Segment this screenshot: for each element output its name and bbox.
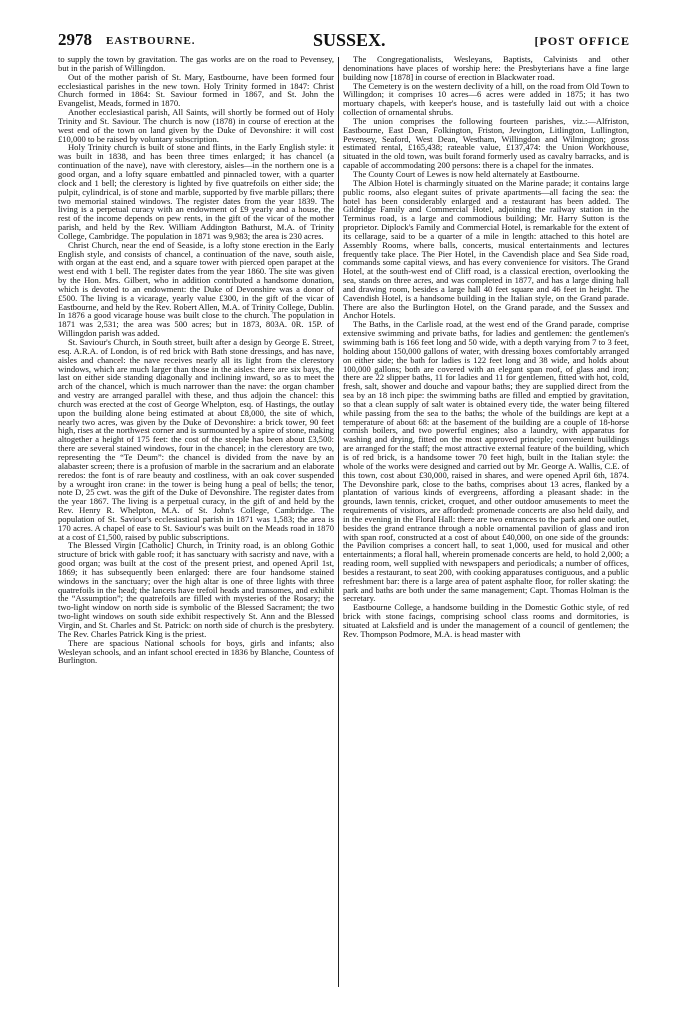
paragraph: The County Court of Lewes is now held alternately at Eastbourne. bbox=[353, 168, 580, 179]
column-divider bbox=[338, 57, 339, 987]
paragraph: Another ecclesiastical parish, All Saints, will shortly be formed out of Holy Trinity and St. Saviour. The church is now (1878) in course of erection at the west end of the town on land given by the Duke of Devonshire: it will cost £10,000 to be raised by voluntary subscription. bbox=[58, 107, 334, 144]
paragraph: The union comprises the following fourteen parishes, viz.:—Alfriston, Eastbourne, East Dean, Folkington, Friston, Jevington, Litlington, Lullington, Pevensey, Seaford, West Dean, Westham, Willingdon and Wilmington; gross estimated rental, £165,438; rateable value, £137,474: the Union Workhouse, situated in the old town, was built forand formerly used as cavalry barracks, and is capable of accommodating 200 persons: there is a chapel for the inmates. bbox=[343, 115, 629, 171]
paragraph: Out of the mother parish of St. Mary, Eastbourne, have been formed four ecclesiastical parishes in the new town. Holy Trinity formed in 1847: Christ Church formed in 1864: St. Saviour formed in 1867, and St. John the Evangelist, Meads, formed in 1870. bbox=[58, 71, 334, 109]
paragraph: to supply the town by gravitation. The gas works are on the road to Pevensey, but in the parish of Willingdon. bbox=[58, 54, 334, 73]
left-column bbox=[58, 55, 334, 665]
paragraph: The Congregationalists, Wesleyans, Baptists, Calvinists and other denominations have places of worship here: the Presbyterians have a fine large building now [1878] in course of erection in Blackwater road. bbox=[343, 54, 629, 82]
paragraph: There are spacious National schools for boys, girls and infants; also Wesleyan schools, and an infant school erected in 1836 by Blanche, Countess of Burlington. bbox=[58, 637, 334, 666]
page-number: 2978 bbox=[58, 30, 92, 49]
paragraph: Eastbourne College, a handsome building in the Domestic Gothic style, of red brick with stone facings, comprising school class rooms and dormitories, is situated at Laksfield and is under the management of a council of gentlemen; the Rev. Thompson Podmore, M.A. is head master with bbox=[343, 602, 629, 639]
paragraph: Christ Church, near the end of Seaside, is a lofty stone erection in the Early English style, and consists of chancel, a continuation of the nave, south aisle, with organ at the east end, and a square tower with pierced open parapet at the west end with 1 bell. The register dates from the year 1860. The site was given by the Hon. Mrs. Gilbert, who in addition contributed a handsome donation, which is devoted to an endowment: the Duke of Devonshire was a donor of £500. The living is a vicarage, yearly value £300, in the gift of the vicar of Eastbourne, and held by the Rev. Robert Allen, M.A. of Trinity College, Dublin. In 1876 a good vicarage house was built close to the church. The population in 1871 was 2,531; the area was 500 acres; but in 1873, 803A. 0R. 15P. of Willingdon parish was added. bbox=[58, 239, 334, 339]
paragraph: The Cemetery is on the western declivity of a hill, on the road from Old Town to Willingdon; it comprises 10 acres—6 acres were added in 1875; it has two mortuary chapels, with keeper's house, and is tastefully laid out with a choice collection of ornamental shrubs. bbox=[343, 80, 629, 118]
page-header bbox=[58, 30, 630, 50]
running-head-section: [POST OFFICE bbox=[534, 34, 630, 48]
paragraph: The Baths, in the Carlisle road, at the west end of the Grand parade, comprise extensive swimming and private baths, for ladies and gentlemen: the gentlemen's swimming bath is 166 feet long and 50 wide, with a depth varying from 7 to 3 feet, holding about 150,000 gallons of water, with dressing boxes comfortably arranged on either side; the bath for ladies is 122 feet long and 38 wide, and holds about 100,000 gallons; both are covered with an elegant span roof, of glass and iron; there are 22 slipper baths, 11 for ladies and 11 for gentlemen, fitted with hot, cold, fresh, salt, shower and douche and vapour baths; they are supplied direct from the sea by an 18 inch pipe: the swimming baths are filled and emptied by gravitation, so that a clean supply of salt water is obtained every tide, the water being filtered while passing from the sea to the baths; the whole of the buildings are kept at a temperature of about 68: at the basement of the building are a couple of 18-horse cornish boilers, and two powerful engines; also a laundry, with apparatus for washing and drying, fitted on the most approved principle; convenient buildings are arranged for the staff; the most attractive external feature of the building, which is of red brick, is a handsome tower 70 feet high, built in the Italian style: the whole of the works were designed and carried out by Mr. George A. Wallis, C.E. of this town, cost about £30,000, raised in shares, and were opened April 6th, 1874. The Devonshire park, close to the baths, comprises about 13 acres, flanked by a plantation of various kinds of evergreens, affording a pleasant shade: in the grounds, lawn tennis, cricket, croquet, and other outdoor amusements to meet the requirements of visitors, are afforded: promenade concerts are also held daily, and in the evening in the Floral Hall: there are two entrances to the park and one outlet, besides the grand entrance through a noble ornamental pavilion of glass and iron with span roof, constructed at a cost of about £40,000, on one side of the grounds: the Pavilion comprises a concert hall, to seat 1,000, used for musical and other entertainments; a floral hall, wherein promenade concerts are held, to hold 2,000; a reading room, well supplied with newspapers and periodicals; a number of offices, besides a restaurant, to seat 200, with cooking apparatuses contiguous, and a public refreshment bar: there is a large area of patent asphalte floor, for roller skating: the park and baths are both under the same management; Capt. Thomas Holman is the secretary. bbox=[343, 319, 629, 604]
right-column bbox=[343, 55, 629, 639]
paragraph: St. Saviour's Church, in South street, built after a design by George E. Street, esq. A.R.A. of London, is of red brick with Bath stone dressings, and has nave, aisles and chancel: the nave receives nearly all its light from the clerestory windows, which are much larger than those in the aisles: there are six bays, the last on either side standing diagonally and inclining inward, so as to meet the arch of the chancel, which is much narrower than the nave: the organ chamber and vestry are arranged parallel with these, and thus adjoin the chancel: this church was erected at the cost of George Whelpton, esq. of Hastings, the outlay upon the building alone being estimated at about £8,000, the site of which, nearly two acres, was given by the Duke of Devonshire: a brick tower, 90 feet high, rises at the northwest corner and is surmounted by a spire of stone, making altogether a height of 175 feet: the cost of the steeple has been about £3,500: there are several stained windows, four in the chancel; in the clerestory are two, representing the “Te Deum”: the chancel is divided from the nave by an alabaster screen; there is a profusion of marble in the sacrarium and an elaborate reredos: the font is of rare beauty and costliness, with an oak cover suspended by a wrought iron crane: in the tower is being hung a peal of bells; the tenor, note D, 25 cwt. was the gift of the Duke of Devonshire. The register dates from the year 1867. The living is a perpetual curacy, in the gift of and held by the Rev. Henry R. Whelpton, M.A. of St. John's College, Cambridge. The population of St. Saviour's ecclesiastical parish in 1871 was 1,583; the area is 170 acres. A chapel of ease to St. Saviour's was built on the Meads road in 1870 at a cost of £1,500, raised by public subscriptions. bbox=[58, 337, 334, 542]
paragraph: The Albion Hotel is charmingly situated on the Marine parade; it contains large public rooms, also elegant suites of private apartments—all facing the sea: the hotel has been considerably enlarged and a restaurant has been added. The Gildridge Family and Commercial Hotel, adjoining the railway station in the Terminus road, is a large and commodious building; Mr. Harry Sutton is the proprietor. Diplock's Family and Commercial Hotel, is remarkable for the extent of its cellarage, said to be a quarter of a mile in length: attached to this hotel are Assembly Rooms, where balls, concerts, musical entertainments and lectures frequently take place. The Pier Hotel, in the Cavendish place and Sea Side road, commands some capital views, and has every convenience for visitors. The Grand Hotel, at the south-west end of Cliff road, is a classical erection, overlooking the sea, stands on three acres, and was completed in 1877, and has a large dining hall and drawing room, besides a large hall 40 feet square and 46 feet in height. The Cavendish Hotel, is a handsome building in the Italian style, on the Grand parade. There are also the Burlington Hotel, on the Grand parade, and the Sussex and Anchor Hotels. bbox=[343, 177, 629, 321]
running-head-county: SUSSEX. bbox=[313, 30, 386, 50]
paragraph: Holy Trinity church is built of stone and flints, in the Early English style: it was built in 1838, and has been three times enlarged; it has chancel (a continuation of the nave), nave with clerestory, aisles—in the northern one is a good organ, and a lofty square embattled and pinnacled tower, with a quarter clock and 1 bell; the clerestory is lighted by five quatrefoils on either side; the pulpit, cylindrical, is of stone and marble, supported by five marble pillars; there two memorial stained windows. The register dates from the year 1839. The living is a perpetual curacy with an endowment of £9 yearly and a house, the rest of the income depends on pew rents, in the gift of the vicar of the mother parish, and held by the Rev. William Addington Bathurst, M.A. of Trinity College, Cambridge. The population in 1871 was 9,983; the area is 230 acres. bbox=[58, 142, 334, 241]
paragraph: The Blessed Virgin [Catholic] Church, in Trinity road, is an oblong Gothic structure of brick with gable roof; it has sanctuary with sacristy and nave, with a good organ; was built at the cost of the present priest, and opened April 1st, 1869; it has subsequently been enlarged: there are four handsome stained windows in the sanctuary; over the high altar is one of three lights with three quatrefoils in the head; the lancets have trefoil heads and transomes, and exhibit the “Assumption”; the quatrefoils are filled with mysteries of the Rosary; the two-light window on north side is symbolic of the Blessed Sacrament; the two two-light windows on south side exhibit respectively St. Ann and the Blessed Virgin, and St. Charles and St. Patrick: on north side of church is the presbytery. The Rev. Charles Patrick King is the priest. bbox=[58, 540, 334, 639]
running-head-place: EASTBOURNE. bbox=[106, 35, 196, 47]
